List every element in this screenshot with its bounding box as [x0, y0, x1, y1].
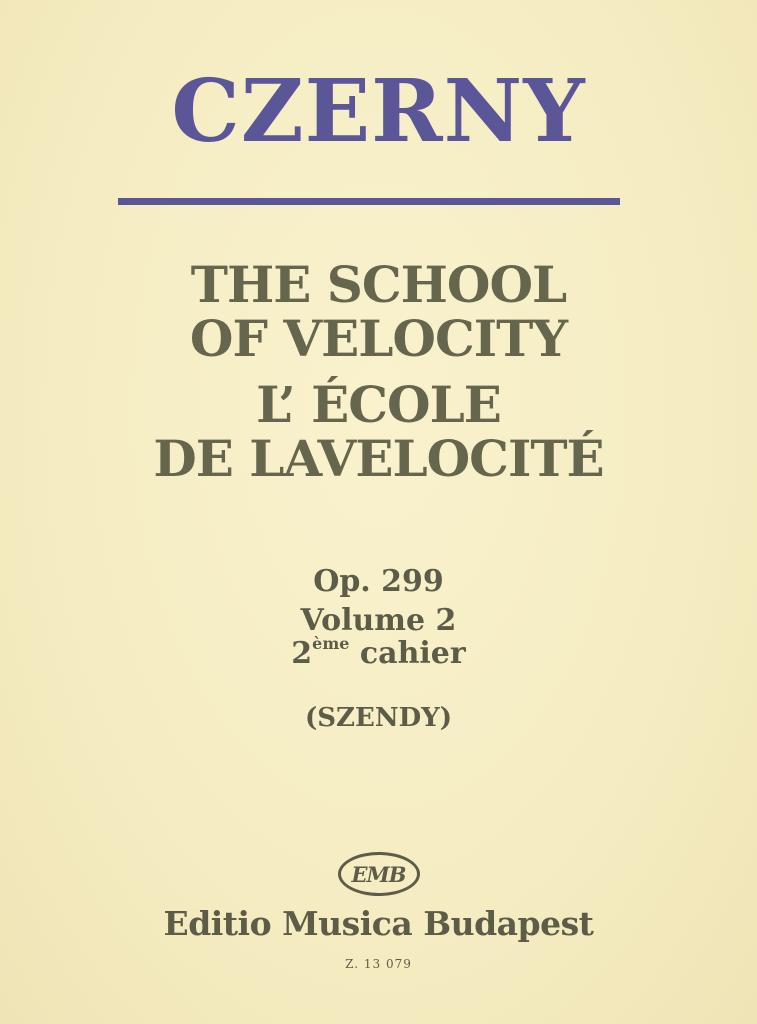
publisher-logo-wrap [0, 852, 757, 896]
cahier-word: cahier [349, 636, 466, 671]
title-english-line-2: OF VELOCITY [189, 309, 568, 368]
title-french-line-1: L’ ÉCOLE [256, 375, 501, 434]
cahier-number: 2 [291, 636, 313, 671]
editor-name: (SZENDY) [304, 703, 453, 733]
publisher-name: Editio Musica Budapest [163, 904, 594, 943]
opus-number: Op. 299 [313, 564, 444, 599]
title-english-line-1: THE SCHOOL [190, 255, 567, 314]
opus-block [0, 560, 757, 670]
volume-label: Volume 2 [300, 603, 457, 638]
divider-rule [118, 198, 620, 205]
title-french-line-2: DE LAVELOCITÉ [153, 429, 604, 488]
title-block [0, 255, 757, 488]
composer-name: CZERNY [171, 61, 586, 162]
catalog-number: Z. 13 079 [345, 957, 412, 971]
cahier-superscript: ème [312, 634, 350, 653]
emb-logo-icon: EMB [338, 852, 420, 896]
cahier-label [0, 634, 757, 671]
